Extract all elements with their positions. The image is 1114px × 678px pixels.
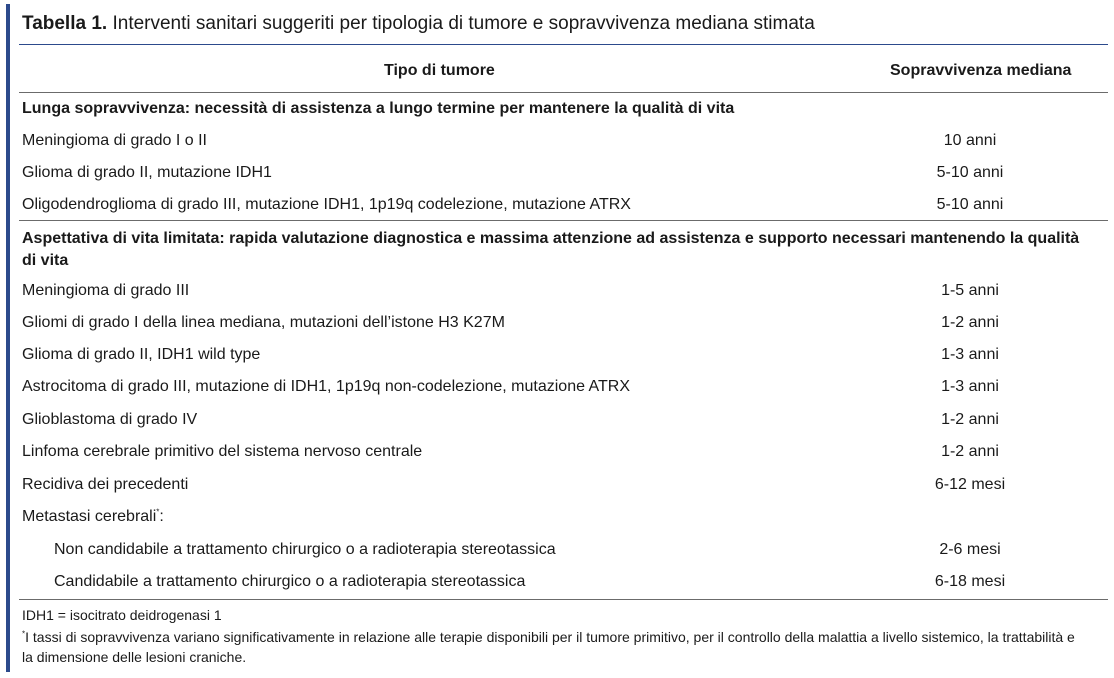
tumor-type: Astrocitoma di grado III, mutazione di IDH1, 1p19q non-codelezione, mutazione ATRX [22,378,631,395]
tumor-type: Glioma di grado II, IDH1 wild type [22,346,261,363]
footnote-abbreviation: IDH1 = isocitrato deidrogenasi 1 [22,607,222,623]
column-header-tumor: Tipo di tumore [384,62,495,79]
median-survival: 1-2 anni [941,314,999,331]
column-header-survival: Sopravvivenza mediana [890,62,1072,79]
median-survival: 6-18 mesi [934,573,1006,590]
footnote-marker: * [22,629,26,639]
tumor-type: Linfoma cerebrale primitivo del sistema nervoso centrale [22,443,423,460]
median-survival: 6-12 mesi [934,476,1006,493]
median-survival: 1-2 anni [941,411,999,428]
table-title-label: Tabella 1. [22,13,108,34]
median-survival: 1-3 anni [941,346,999,363]
median-survival: 1-3 anni [941,378,999,395]
tumor-type: Non candidabile a trattamento chirurgico o a radioterapia stereotassica [54,541,556,558]
metastasi-label: Metastasi cerebrali [22,508,157,525]
tumor-type [22,508,164,526]
section-rule [19,220,1108,221]
metastasi-colon: : [159,508,164,525]
median-survival: 2-6 mesi [939,541,1001,558]
tumor-type: Glioma di grado II, mutazione IDH1 [22,164,272,181]
header-rule [19,92,1108,93]
title-rule [19,44,1108,45]
tumor-type: Candidabile a trattamento chirurgico o a radioterapia stereotassica [54,573,526,590]
median-survival: 5-10 anni [936,196,1004,213]
tumor-type: Glioblastoma di grado IV [22,411,198,428]
tumor-type: Oligodendroglioma di grado III, mutazione IDH1, 1p19q codelezione, mutazione ATRX [22,196,631,213]
median-survival: 1-5 anni [941,282,999,299]
footnote-marker: * [156,507,160,517]
median-survival: 1-2 anni [941,443,999,460]
footnote-survival-text: I tassi di sopravvivenza variano significativamente in relazione alle terapie disponibili per il tumore primitivo, per il controllo della malattia a livello sistemico, la trattabilità e la dimensione delle lesioni craniche. [22,629,1075,665]
footnote-survival [22,627,1082,667]
table-title-text: Interventi sanitari suggeriti per tipologia di tumore e sopravvivenza mediana stimata [112,13,815,34]
table-title [22,13,815,35]
footer-rule [19,599,1108,600]
section-heading-long-survival: Lunga sopravvivenza: necessità di assistenza a lungo termine per mantenere la qualità di vita [22,100,735,117]
section-heading-limited-survival: Aspettativa di vita limitata: rapida valutazione diagnostica e massima attenzione ad assistenza e supporto necessari mantenendo la qualità di vita [22,230,1080,269]
tumor-type: Meningioma di grado I o II [22,132,207,149]
tumor-type: Gliomi di grado I della linea mediana, mutazioni dell’istone H3 K27M [22,314,505,331]
tumor-type: Meningioma di grado III [22,282,190,299]
median-survival: 5-10 anni [936,164,1004,181]
tumor-type: Recidiva dei precedenti [22,476,189,493]
table-frame [6,4,1110,672]
median-survival: 10 anni [943,132,997,149]
